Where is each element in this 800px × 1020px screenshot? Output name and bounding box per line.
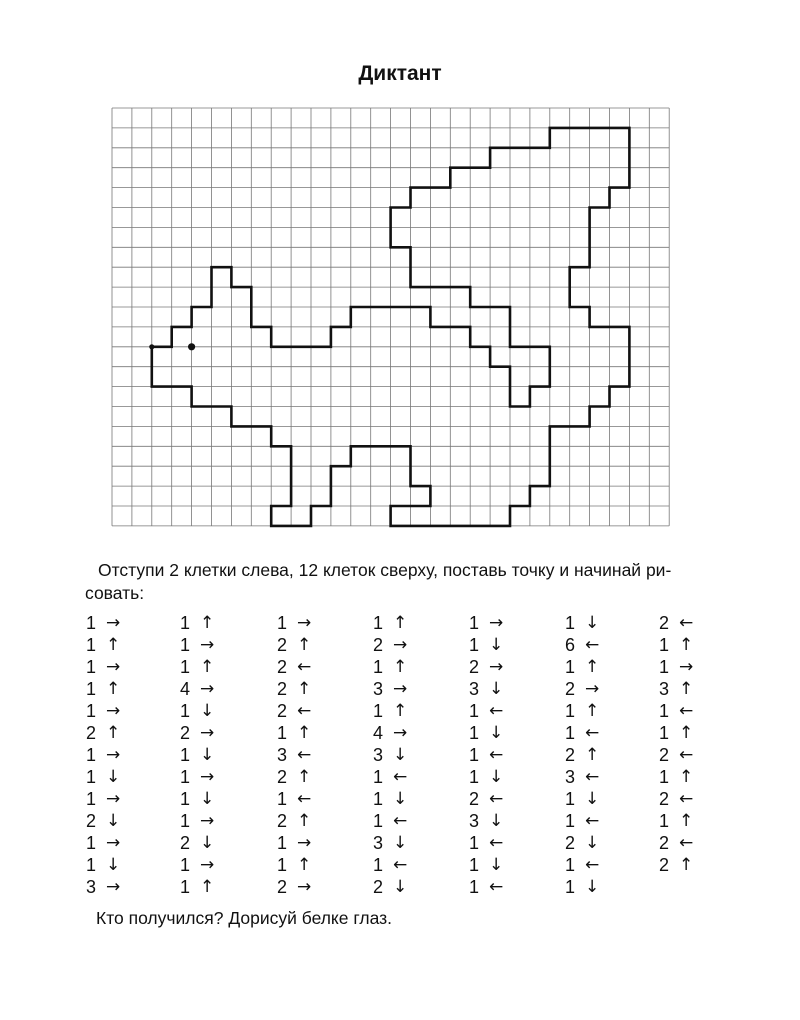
dictation-step: [371, 612, 431, 634]
step-count: 1: [564, 657, 575, 677]
arrow-down-icon: ↓: [489, 723, 504, 743]
dictation-step: [275, 678, 335, 700]
arrow-right-icon: →: [106, 789, 121, 809]
arrow-up-icon: ↑: [679, 635, 694, 655]
arrow-down-icon: ↓: [489, 767, 504, 787]
dictation-step: [657, 744, 717, 766]
dictation-step: [563, 634, 623, 656]
step-count: 3: [372, 679, 383, 699]
arrow-left-icon: ←: [489, 789, 504, 809]
step-count: 1: [372, 657, 383, 677]
arrow-left-icon: ←: [489, 745, 504, 765]
dictation-step: [84, 722, 144, 744]
step-count: 1: [179, 613, 190, 633]
arrow-left-icon: ←: [679, 701, 694, 721]
dictation-step: [84, 744, 144, 766]
arrow-down-icon: ↓: [489, 811, 504, 831]
step-count: 1: [564, 855, 575, 875]
arrow-left-icon: ←: [297, 657, 312, 677]
arrow-right-icon: →: [200, 635, 215, 655]
arrow-left-icon: ←: [679, 745, 694, 765]
step-count: 1: [468, 613, 479, 633]
dictation-step: [178, 876, 238, 898]
arrow-up-icon: ↑: [585, 701, 600, 721]
step-count: 1: [372, 811, 383, 831]
dictation-step: [178, 656, 238, 678]
step-count: 2: [468, 789, 479, 809]
squirrel-eye-dot: [188, 343, 195, 350]
question-text: Кто получился? Дорисуй белке глаз.: [96, 908, 393, 928]
arrow-left-icon: ←: [679, 833, 694, 853]
dictation-step: [467, 854, 527, 876]
step-count: 1: [658, 701, 669, 721]
arrow-up-icon: ↑: [393, 657, 408, 677]
arrow-left-icon: ←: [679, 789, 694, 809]
arrow-right-icon: →: [297, 833, 312, 853]
dictation-step: [563, 678, 623, 700]
dictation-step: [467, 766, 527, 788]
arrow-down-icon: ↓: [489, 679, 504, 699]
dictation-step: [84, 678, 144, 700]
dictation-step: [178, 788, 238, 810]
arrow-left-icon: ←: [585, 723, 600, 743]
arrow-up-icon: ↑: [393, 613, 408, 633]
dictation-step: [178, 612, 238, 634]
arrow-up-icon: ↑: [106, 679, 121, 699]
grid-lines: [112, 108, 669, 526]
dictation-step: [371, 634, 431, 656]
arrow-right-icon: →: [106, 877, 121, 897]
arrow-right-icon: →: [585, 679, 600, 699]
arrow-left-icon: ←: [393, 767, 408, 787]
arrow-left-icon: ←: [585, 811, 600, 831]
dictation-step: [467, 612, 527, 634]
dictation-step: [371, 678, 431, 700]
step-count: 1: [179, 877, 190, 897]
dictation-step: [563, 810, 623, 832]
step-count: 2: [658, 613, 669, 633]
dictation-step: [275, 700, 335, 722]
arrow-right-icon: →: [297, 877, 312, 897]
arrow-up-icon: ↑: [200, 877, 215, 897]
step-count: 3: [468, 811, 479, 831]
step-count: 1: [85, 745, 96, 765]
dictation-step: [467, 700, 527, 722]
dictation-step: [84, 810, 144, 832]
arrow-down-icon: ↓: [585, 833, 600, 853]
step-count: 1: [564, 877, 575, 897]
dictation-step: [657, 854, 717, 876]
step-count: 1: [179, 789, 190, 809]
dictation-step: [275, 766, 335, 788]
step-count: 3: [468, 679, 479, 699]
dictation-step: [371, 810, 431, 832]
arrow-right-icon: →: [200, 811, 215, 831]
arrow-left-icon: ←: [489, 701, 504, 721]
step-count: 2: [564, 679, 575, 699]
dictation-step: [467, 788, 527, 810]
dictation-step: [563, 876, 623, 898]
arrow-right-icon: →: [489, 613, 504, 633]
dictation-step: [467, 832, 527, 854]
arrow-up-icon: ↑: [297, 635, 312, 655]
step-count: 1: [85, 833, 96, 853]
step-count: 1: [468, 855, 479, 875]
start-dot: [149, 344, 154, 349]
arrow-down-icon: ↓: [585, 877, 600, 897]
arrow-right-icon: →: [106, 745, 121, 765]
dictation-step: [371, 876, 431, 898]
arrow-left-icon: ←: [393, 811, 408, 831]
step-count: 2: [468, 657, 479, 677]
dictation-step: [467, 634, 527, 656]
step-count: 2: [276, 635, 287, 655]
step-count: 1: [179, 745, 190, 765]
arrow-left-icon: ←: [489, 833, 504, 853]
dictation-step: [657, 678, 717, 700]
dictation-step: [275, 788, 335, 810]
arrow-right-icon: →: [679, 657, 694, 677]
dictation-step: [467, 678, 527, 700]
dictation-step: [275, 612, 335, 634]
step-count: 4: [372, 723, 383, 743]
dictation-step: [178, 722, 238, 744]
arrow-right-icon: →: [297, 613, 312, 633]
dictation-step: [275, 876, 335, 898]
dictation-step: [563, 700, 623, 722]
dictation-step: [371, 766, 431, 788]
dictation-step: [84, 700, 144, 722]
arrow-up-icon: ↑: [585, 657, 600, 677]
step-count: 1: [658, 723, 669, 743]
dictation-step: [84, 612, 144, 634]
arrow-right-icon: →: [106, 613, 121, 633]
step-count: 1: [658, 635, 669, 655]
dictation-step: [563, 832, 623, 854]
step-count: 1: [276, 833, 287, 853]
step-count: 1: [564, 811, 575, 831]
step-count: 1: [468, 635, 479, 655]
arrow-up-icon: ↑: [679, 855, 694, 875]
dictation-step: [371, 854, 431, 876]
step-count: 1: [468, 833, 479, 853]
dictation-step: [178, 832, 238, 854]
page-title: Диктант: [358, 62, 442, 85]
dictation-step: [178, 634, 238, 656]
instructions-text: Отступи 2 клетки слева, 12 клеток сверху, поставь точку и начинай ри-совать:: [85, 560, 672, 603]
arrow-left-icon: ←: [297, 701, 312, 721]
dictation-step: [84, 788, 144, 810]
arrow-down-icon: ↓: [585, 789, 600, 809]
arrow-down-icon: ↓: [393, 877, 408, 897]
step-count: 1: [276, 613, 287, 633]
dictation-step: [178, 744, 238, 766]
arrow-right-icon: →: [106, 657, 121, 677]
step-count: 1: [276, 723, 287, 743]
dictation-step: [657, 656, 717, 678]
step-count: 1: [564, 789, 575, 809]
step-count: 1: [372, 613, 383, 633]
step-count: 6: [564, 635, 575, 655]
step-count: 1: [468, 723, 479, 743]
dictation-step: [371, 656, 431, 678]
step-count: 3: [658, 679, 669, 699]
dictation-step: [84, 634, 144, 656]
dictation-step: [657, 722, 717, 744]
step-count: 1: [85, 701, 96, 721]
dictation-step: [275, 832, 335, 854]
step-count: 3: [276, 745, 287, 765]
step-count: 1: [179, 767, 190, 787]
arrow-right-icon: →: [200, 679, 215, 699]
dictation-step: [467, 810, 527, 832]
dictation-step: [275, 810, 335, 832]
step-count: 1: [179, 701, 190, 721]
arrow-down-icon: ↓: [393, 745, 408, 765]
dictation-step: [275, 634, 335, 656]
arrow-left-icon: ←: [489, 877, 504, 897]
arrow-up-icon: ↑: [297, 679, 312, 699]
step-count: 1: [372, 767, 383, 787]
arrow-up-icon: ↑: [585, 745, 600, 765]
dictation-step: [178, 810, 238, 832]
dictation-step: [657, 766, 717, 788]
dictation-step: [563, 766, 623, 788]
step-count: 1: [372, 855, 383, 875]
step-count: 2: [276, 657, 287, 677]
arrow-down-icon: ↓: [106, 855, 121, 875]
arrow-down-icon: ↓: [106, 811, 121, 831]
step-count: 2: [372, 877, 383, 897]
arrow-left-icon: ←: [297, 789, 312, 809]
arrow-up-icon: ↑: [200, 657, 215, 677]
arrow-right-icon: →: [393, 723, 408, 743]
dictation-step: [275, 722, 335, 744]
arrow-up-icon: ↑: [679, 723, 694, 743]
step-count: 2: [85, 723, 96, 743]
step-count: 2: [658, 833, 669, 853]
step-count: 3: [85, 877, 96, 897]
dictation-step: [563, 612, 623, 634]
step-count: 1: [85, 657, 96, 677]
arrow-down-icon: ↓: [200, 745, 215, 765]
arrow-right-icon: →: [200, 723, 215, 743]
step-count: 2: [564, 745, 575, 765]
arrow-down-icon: ↓: [106, 767, 121, 787]
arrow-up-icon: ↑: [200, 613, 215, 633]
dictation-step: [563, 788, 623, 810]
step-count: 1: [372, 701, 383, 721]
step-count: 2: [564, 833, 575, 853]
step-count: 3: [372, 833, 383, 853]
step-count: 2: [658, 745, 669, 765]
dictation-step: [657, 634, 717, 656]
dictation-step: [563, 656, 623, 678]
arrow-left-icon: ←: [393, 855, 408, 875]
dictation-step: [178, 678, 238, 700]
arrow-down-icon: ↓: [489, 855, 504, 875]
arrow-up-icon: ↑: [297, 723, 312, 743]
dictation-step: [657, 612, 717, 634]
dictation-step: [563, 722, 623, 744]
dictation-step: [657, 788, 717, 810]
arrow-right-icon: →: [200, 855, 215, 875]
step-count: 1: [179, 657, 190, 677]
step-count: 1: [564, 723, 575, 743]
dictation-step: [371, 722, 431, 744]
arrow-right-icon: →: [106, 701, 121, 721]
step-count: 2: [372, 635, 383, 655]
dictation-step: [84, 766, 144, 788]
dictation-step: [275, 656, 335, 678]
arrow-up-icon: ↑: [297, 811, 312, 831]
arrow-up-icon: ↑: [679, 679, 694, 699]
arrow-up-icon: ↑: [106, 635, 121, 655]
dictation-step: [84, 854, 144, 876]
step-count: 1: [468, 767, 479, 787]
step-count: 2: [179, 723, 190, 743]
step-count: 4: [179, 679, 190, 699]
step-count: 1: [658, 811, 669, 831]
dictation-step: [84, 876, 144, 898]
dictation-step: [371, 700, 431, 722]
dictation-step: [467, 656, 527, 678]
step-count: 3: [372, 745, 383, 765]
step-count: 1: [179, 635, 190, 655]
arrow-left-icon: ←: [585, 635, 600, 655]
dictation-step: [657, 810, 717, 832]
step-count: 1: [564, 701, 575, 721]
step-count: 1: [85, 767, 96, 787]
dictation-step: [178, 766, 238, 788]
arrow-up-icon: ↑: [679, 767, 694, 787]
arrow-up-icon: ↑: [679, 811, 694, 831]
step-count: 1: [276, 855, 287, 875]
step-count: 3: [564, 767, 575, 787]
arrow-up-icon: ↑: [393, 701, 408, 721]
step-count: 1: [85, 789, 96, 809]
dictation-step: [275, 854, 335, 876]
step-count: 2: [276, 767, 287, 787]
dictation-step: [657, 832, 717, 854]
step-count: 1: [85, 613, 96, 633]
step-count: 2: [276, 811, 287, 831]
dictation-step: [467, 722, 527, 744]
step-count: 1: [468, 701, 479, 721]
arrow-down-icon: ↓: [200, 701, 215, 721]
arrow-right-icon: →: [393, 679, 408, 699]
arrow-up-icon: ↑: [106, 723, 121, 743]
arrow-up-icon: ↑: [297, 767, 312, 787]
dictation-step: [178, 700, 238, 722]
dictation-step: [84, 656, 144, 678]
step-count: 1: [564, 613, 575, 633]
step-count: 2: [179, 833, 190, 853]
dictation-step: [84, 832, 144, 854]
dictation-step: [178, 854, 238, 876]
arrow-down-icon: ↓: [489, 635, 504, 655]
arrow-right-icon: →: [200, 767, 215, 787]
dictation-step: [467, 876, 527, 898]
arrow-left-icon: ←: [679, 613, 694, 633]
step-count: 1: [85, 635, 96, 655]
step-count: 1: [468, 877, 479, 897]
step-count: 2: [85, 811, 96, 831]
arrow-up-icon: ↑: [297, 855, 312, 875]
dictation-step: [371, 744, 431, 766]
step-count: 1: [85, 679, 96, 699]
step-count: 1: [179, 855, 190, 875]
dictation-step: [563, 744, 623, 766]
step-count: 1: [468, 745, 479, 765]
arrow-right-icon: →: [106, 833, 121, 853]
arrow-right-icon: →: [393, 635, 408, 655]
step-count: 1: [658, 657, 669, 677]
dictation-step: [371, 788, 431, 810]
step-count: 2: [658, 855, 669, 875]
dictation-step: [275, 744, 335, 766]
dictation-step: [563, 854, 623, 876]
step-count: 1: [276, 789, 287, 809]
arrow-down-icon: ↓: [393, 833, 408, 853]
arrow-down-icon: ↓: [200, 833, 215, 853]
step-count: 1: [372, 789, 383, 809]
arrow-down-icon: ↓: [200, 789, 215, 809]
step-count: 2: [276, 877, 287, 897]
step-count: 1: [658, 767, 669, 787]
step-count: 1: [179, 811, 190, 831]
arrow-down-icon: ↓: [393, 789, 408, 809]
dictation-step: [467, 744, 527, 766]
arrow-left-icon: ←: [585, 855, 600, 875]
arrow-left-icon: ←: [297, 745, 312, 765]
step-count: 1: [85, 855, 96, 875]
step-count: 2: [658, 789, 669, 809]
arrow-right-icon: →: [489, 657, 504, 677]
step-count: 2: [276, 701, 287, 721]
arrow-left-icon: ←: [585, 767, 600, 787]
dictation-step: [657, 700, 717, 722]
step-count: 2: [276, 679, 287, 699]
dictation-step: [371, 832, 431, 854]
arrow-down-icon: ↓: [585, 613, 600, 633]
